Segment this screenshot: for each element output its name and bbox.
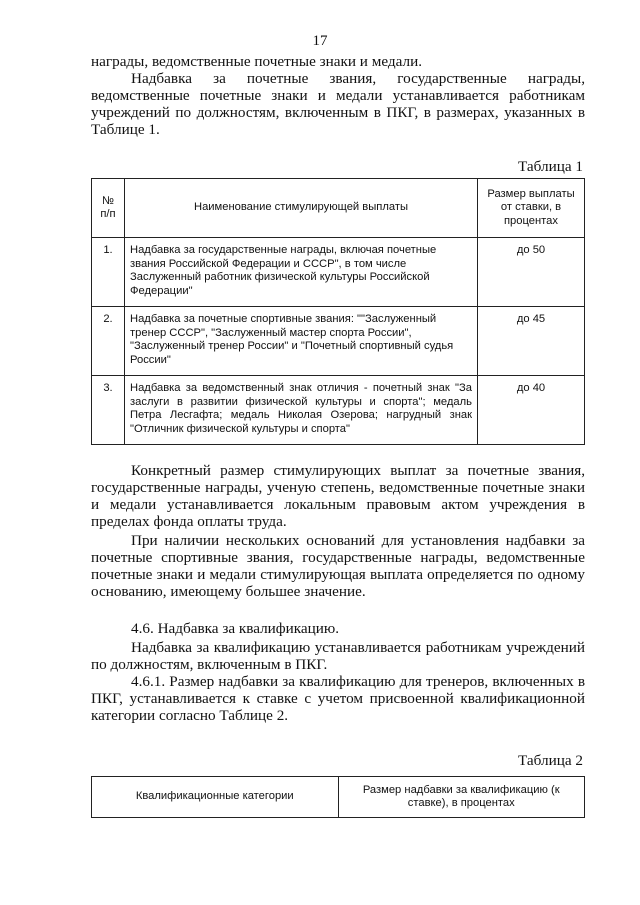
table-row xyxy=(92,376,585,445)
table1-row1-value: до 50 xyxy=(478,238,585,307)
table-2 xyxy=(91,776,585,818)
table1-row1-num: 1. xyxy=(92,238,125,307)
paragraph-multiple-grounds: При наличии нескольких оснований для установления надбавки за почетные спортивные звания, государственные награды, ведомственные почетные знаки и медали стимулирующая выплата определяется по одному основанию, имеющему большее значение. xyxy=(91,532,585,600)
table2-header-row xyxy=(92,777,585,818)
table1-caption: Таблица 1 xyxy=(518,158,583,175)
paragraph-4-6-1: 4.6.1. Размер надбавки за квалификацию для тренеров, включенных в ПКГ, устанавливается к ставке с учетом присвоенной квалификационной категории согласно Таблице 2. xyxy=(91,673,585,724)
section-heading: 4.6. Надбавка за квалификацию. xyxy=(131,620,340,637)
table1-header-size: Размер выплаты от ставки, в процентах xyxy=(478,179,585,238)
table1-row2-num: 2. xyxy=(92,307,125,376)
table-row xyxy=(92,238,585,307)
table2-caption: Таблица 2 xyxy=(518,752,583,769)
paragraph-specific-amount: Конкретный размер стимулирующих выплат за почетные звания, государственные награды, ученую степень, ведомственные почетные знаки и медали устанавливается локальным правовым актом учреждения в пределах фонда оплаты труда. xyxy=(91,462,585,530)
table2-header-size: Размер надбавки за квалификацию (к ставке), в процентах xyxy=(338,777,585,818)
table1-row3-num: 3. xyxy=(92,376,125,445)
table1-header-row xyxy=(92,179,585,238)
page-number: 17 xyxy=(312,33,328,49)
top-text-block xyxy=(91,53,585,138)
middle-text-block xyxy=(91,462,585,600)
table1-row2-value: до 45 xyxy=(478,307,585,376)
table1-header-name: Наименование стимулирующей выплаты xyxy=(125,179,478,238)
table-row xyxy=(92,307,585,376)
continuation-line: награды, ведомственные почетные знаки и медали. xyxy=(91,53,422,70)
table1-row2-name: Надбавка за почетные спортивные звания: ""Заслуженный тренер СССР", "Заслуженный мастер спорта России", "Заслуженный тренер России" и "Почетный спортивный судья России" xyxy=(125,307,478,376)
section-text-block xyxy=(91,620,585,724)
paragraph-qualification: Надбавка за квалификацию устанавливается работникам учреждений по должностям, включенным в ПКГ. xyxy=(91,639,585,673)
paragraph-awards-bonus: Надбавка за почетные звания, государственные награды, ведомственные почетные знаки и медали устанавливается работникам учреждений по должностям, включенным в ПКГ, в размерах, указанных в Таблице 1. xyxy=(91,70,585,138)
table1-row1-name: Надбавка за государственные награды, включая почетные звания Российской Федерации и СССР", в том числе Заслуженный работник физической культуры Российской Федерации" xyxy=(125,238,478,307)
table1-row3-name: Надбавка за ведомственный знак отличия - почетный знак "За заслуги в развитии физической культуры и спорта"; медаль Петра Лесгафта; медаль Николая Озерова; нагрудный знак "Отличник физической культуры и спорта" xyxy=(125,376,478,445)
table-1 xyxy=(91,178,585,445)
table1-header-num: № п/п xyxy=(92,179,125,238)
table1-row3-value: до 40 xyxy=(478,376,585,445)
table2-header-category: Квалификационные категории xyxy=(92,777,339,818)
